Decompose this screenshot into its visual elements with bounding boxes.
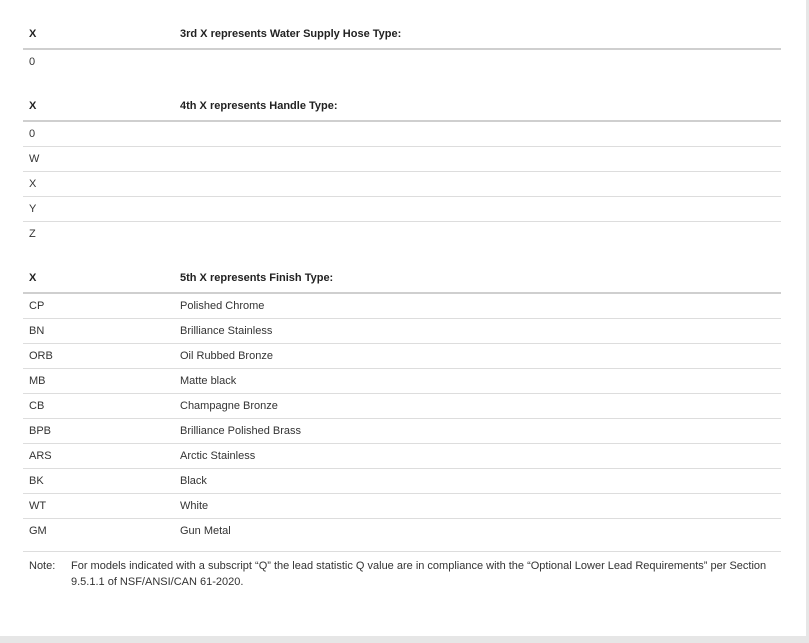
section-spacer [23, 246, 781, 264]
table-row [23, 319, 781, 344]
table-row [23, 121, 781, 147]
row-desc: Black [174, 469, 781, 494]
row-desc [174, 197, 781, 222]
finish-type-table [23, 264, 781, 543]
section-spacer [23, 74, 781, 92]
row-code: CP [23, 293, 174, 319]
table-header-row [23, 92, 781, 121]
table-row [23, 293, 781, 319]
spec-content [23, 20, 781, 590]
row-desc: Oil Rubbed Bronze [174, 344, 781, 369]
code-header: X [23, 20, 174, 49]
row-desc: White [174, 494, 781, 519]
compliance-note [23, 551, 781, 590]
note-label: Note: [29, 560, 56, 572]
row-code: 0 [23, 121, 174, 147]
table-row [23, 222, 781, 247]
row-desc [174, 172, 781, 197]
row-desc: Polished Chrome [174, 293, 781, 319]
row-code: X [23, 172, 174, 197]
table-row [23, 419, 781, 444]
row-code: MB [23, 369, 174, 394]
table-header-row [23, 20, 781, 49]
table-row [23, 469, 781, 494]
row-desc [174, 222, 781, 247]
row-code: Y [23, 197, 174, 222]
row-desc: Gun Metal [180, 525, 231, 537]
row-code: 0 [29, 56, 36, 68]
finish-type-heading: 5th X represents Finish Type: [174, 264, 781, 293]
code-header: X [23, 264, 174, 293]
table-row [23, 172, 781, 197]
row-desc: Matte black [174, 369, 781, 394]
row-desc [174, 49, 781, 74]
row-code: BPB [23, 419, 174, 444]
row-desc: Arctic Stainless [174, 444, 781, 469]
table-row [23, 369, 781, 394]
hose-type-heading: 3rd X represents Water Supply Hose Type: [174, 20, 781, 49]
row-code: GM [29, 525, 47, 537]
row-code: BK [23, 469, 174, 494]
hose-type-table [23, 20, 781, 74]
row-code: Z [29, 228, 36, 240]
row-desc: Brilliance Polished Brass [174, 419, 781, 444]
row-code: ORB [23, 344, 174, 369]
table-row [23, 147, 781, 172]
row-code: WT [23, 494, 174, 519]
table-row [23, 444, 781, 469]
table-row [23, 197, 781, 222]
row-desc: Champagne Bronze [174, 394, 781, 419]
table-row [23, 519, 781, 544]
row-desc [174, 121, 781, 147]
row-code: CB [23, 394, 174, 419]
table-row [23, 49, 781, 74]
table-row [23, 394, 781, 419]
handle-type-table [23, 92, 781, 246]
row-code: ARS [23, 444, 174, 469]
row-desc: Brilliance Stainless [174, 319, 781, 344]
table-header-row [23, 264, 781, 293]
table-row [23, 344, 781, 369]
row-desc [174, 147, 781, 172]
note-text: For models indicated with a subscript “Q” the lead statistic Q value are in compliance with the “Optional Lower Lead Requirements” per Section 9.5.1.1 of NSF/ANSI/CAN 61-2020. [71, 560, 767, 588]
handle-type-heading: 4th X represents Handle Type: [174, 92, 781, 121]
row-code: W [23, 147, 174, 172]
row-code: BN [23, 319, 174, 344]
table-row [23, 494, 781, 519]
code-header: X [23, 92, 174, 121]
